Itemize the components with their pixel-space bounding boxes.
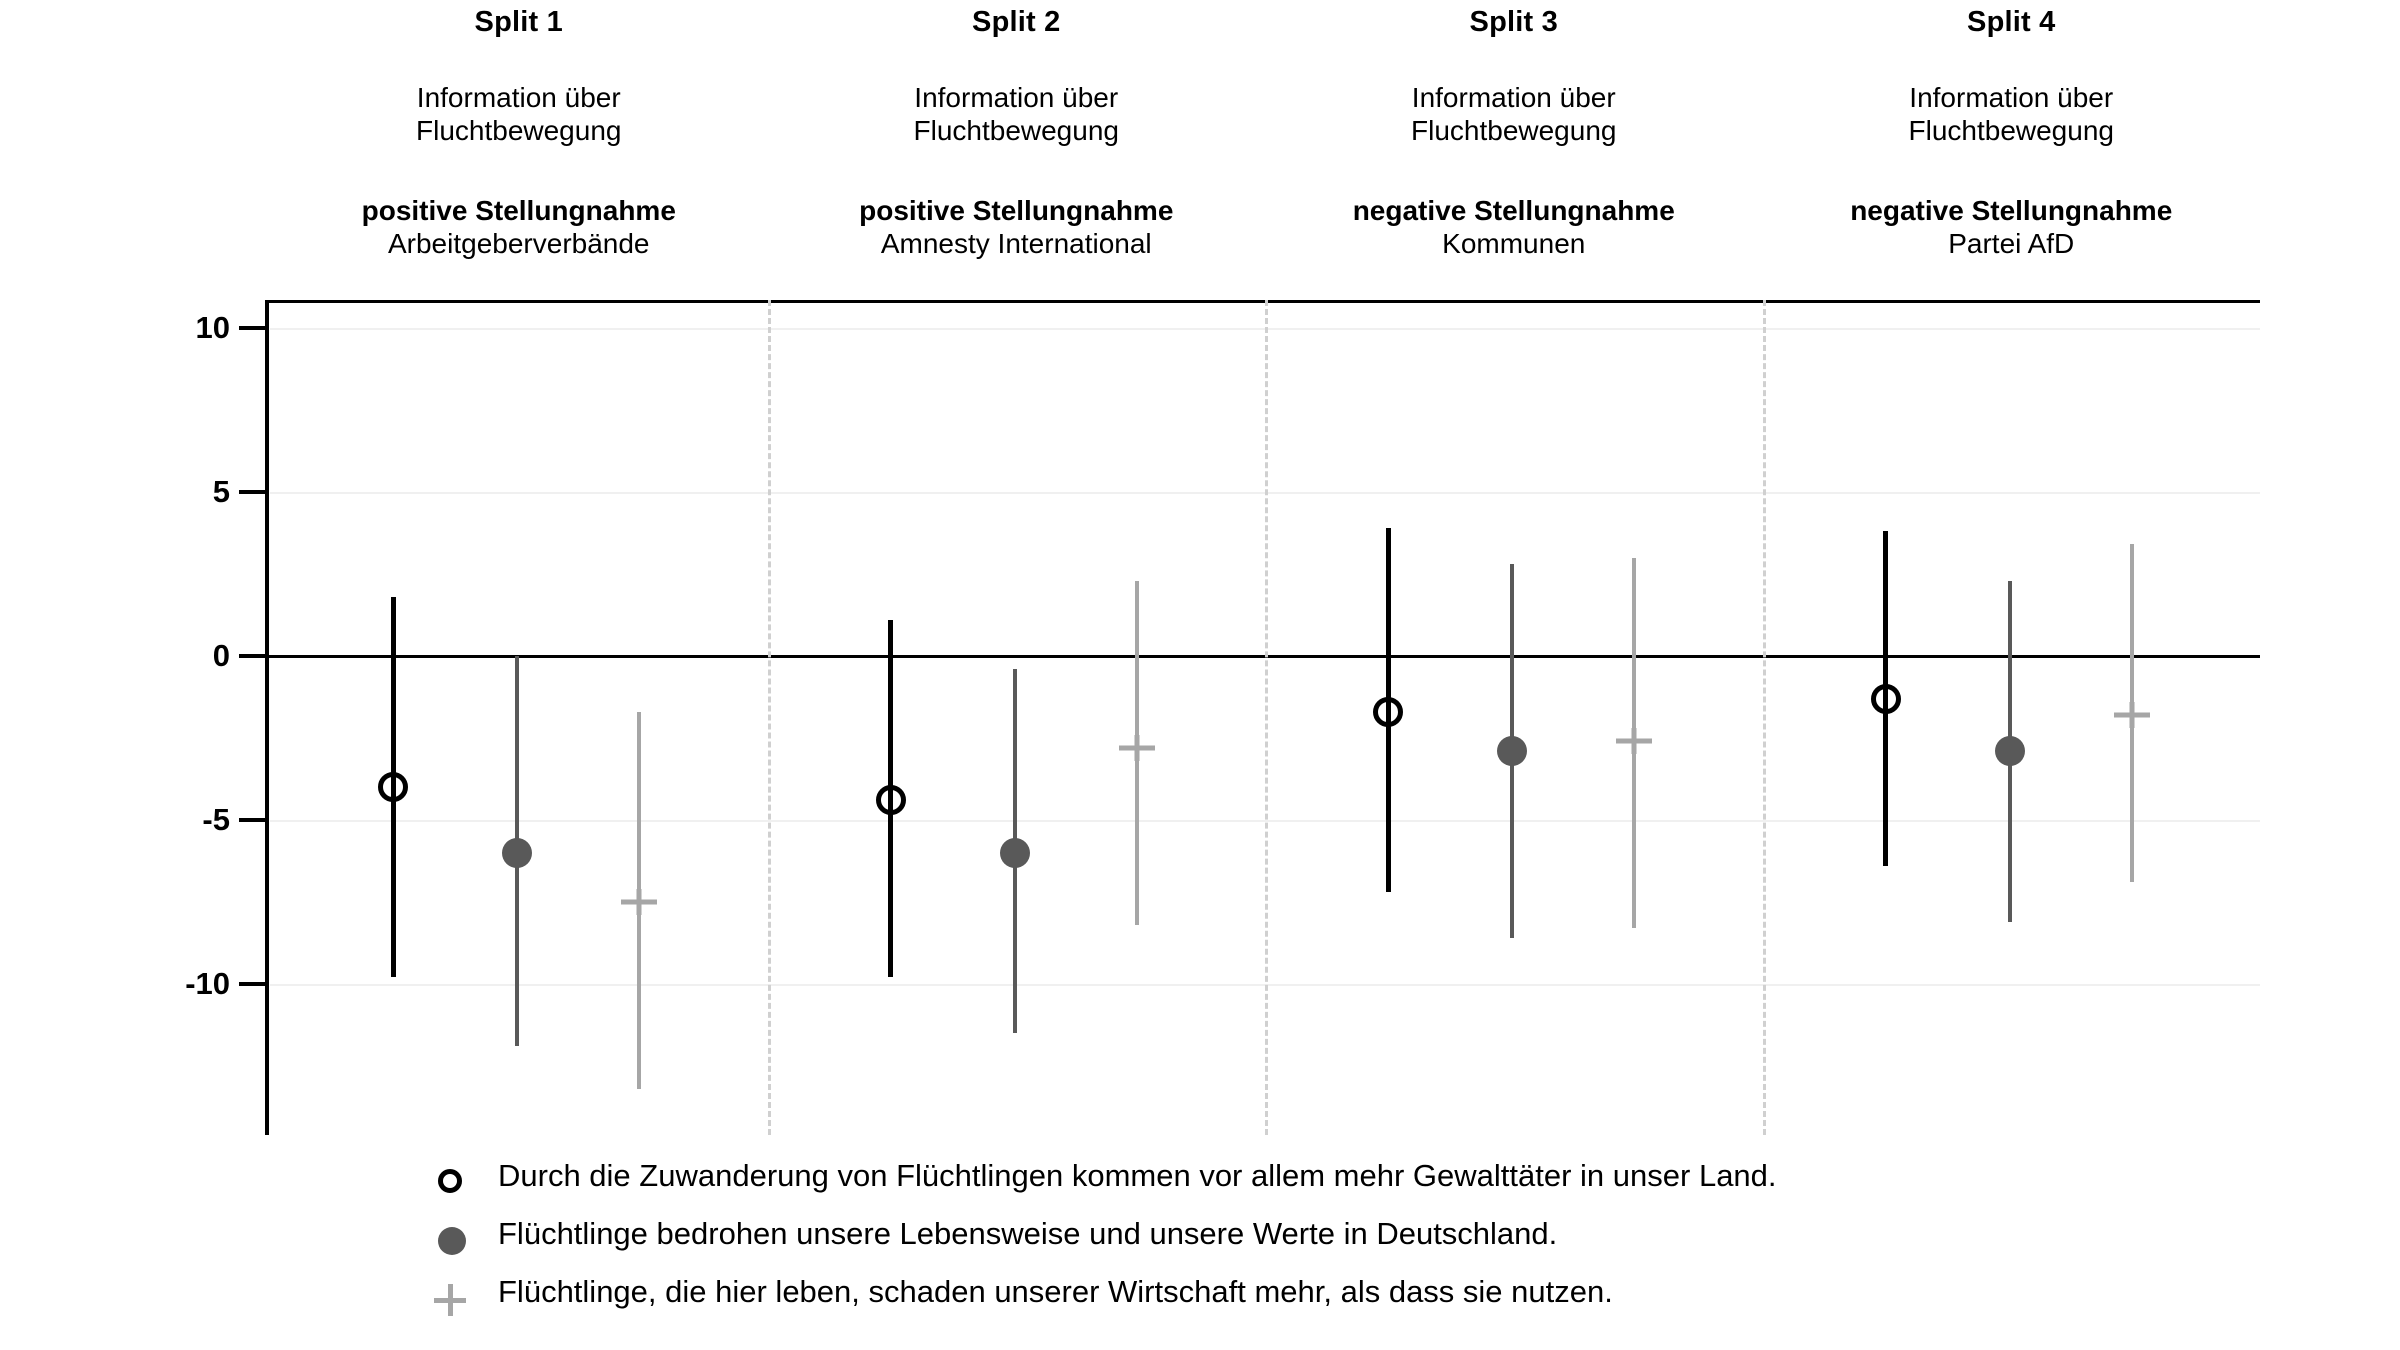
split-title: Split 4 [1967, 6, 2056, 38]
y-tick--10 [239, 982, 265, 986]
point-estimate-plus-icon-stem [1632, 728, 1637, 754]
legend-label: Flüchtlinge, die hier leben, schaden unserer Wirtschaft mehr, als dass sie nutzen. [498, 1274, 1613, 1309]
treatment-stance: negative Stellungnahme [1352, 195, 1675, 227]
y-tick-label-5: 5 [212, 474, 230, 509]
column-header-3 [1254, 0, 1774, 260]
legend-label: Durch die Zuwanderung von Flüchtlingen kommen vor allem mehr Gewalttäter in unser Land. [498, 1158, 1777, 1193]
treatment-stance: positive Stellungnahme [859, 195, 1174, 227]
point-estimate-open-circle-icon [876, 785, 906, 815]
zero-reference-line [265, 655, 2260, 658]
panel-separator-3 [1763, 300, 1766, 1135]
split-title: Split 2 [972, 6, 1061, 38]
legend-item [430, 1160, 2230, 1218]
y-tick-0 [239, 654, 265, 658]
plot-area [185, 300, 2260, 1135]
point-estimate-open-circle-icon [1373, 697, 1403, 727]
y-tick-5 [239, 490, 265, 494]
y-tick-label--10: -10 [185, 966, 230, 1001]
y-tick--5 [239, 818, 265, 822]
treatment-information: Information über Fluchtbewegung [416, 82, 622, 147]
y-tick-10 [239, 326, 265, 330]
legend-label: Flüchtlinge bedrohen unsere Lebensweise und unsere Werte in Deutschland. [498, 1216, 1558, 1251]
treatment-stance: positive Stellungnahme [361, 195, 676, 227]
point-estimate-filled-circle-icon [502, 838, 532, 868]
legend-item [430, 1276, 2230, 1334]
panel-separator-1 [768, 300, 771, 1135]
treatment-actor: Kommunen [1442, 228, 1586, 260]
y-tick-label-0: 0 [212, 638, 230, 673]
chart-legend [430, 1160, 2230, 1334]
legend-item [430, 1218, 2230, 1276]
y-tick-label-10: 10 [195, 310, 230, 345]
filled-circle-icon [438, 1227, 466, 1255]
legend-plus-icon [430, 1276, 476, 1322]
point-estimate-filled-circle-icon [1000, 838, 1030, 868]
point-estimate-plus-icon-stem [637, 889, 642, 915]
treatment-actor: Amnesty International [880, 228, 1152, 260]
point-estimate-open-circle-icon [1871, 684, 1901, 714]
legend-filled-circle-icon [430, 1218, 476, 1264]
column-header-2 [756, 0, 1276, 260]
point-estimate-plus-icon-stem [2129, 702, 2134, 728]
treatment-information: Information über Fluchtbewegung [1908, 82, 2114, 147]
y-axis-line [265, 300, 269, 1135]
plot-top-border [265, 300, 2260, 303]
column-header-1 [259, 0, 779, 260]
treatment-information: Information über Fluchtbewegung [913, 82, 1119, 147]
split-title: Split 1 [474, 6, 563, 38]
open-circle-icon [438, 1169, 462, 1193]
legend-open-circle-icon [430, 1160, 476, 1206]
column-headers [0, 0, 2400, 290]
point-estimate-plus-icon-stem [1134, 735, 1139, 761]
split-title: Split 3 [1469, 6, 1558, 38]
treatment-stance: negative Stellungnahme [1850, 195, 2173, 227]
point-estimate-open-circle-icon [378, 772, 408, 802]
panel-separator-2 [1265, 300, 1268, 1135]
treatment-actor: Partei AfD [1948, 228, 2075, 260]
y-tick-label--5: -5 [202, 802, 230, 837]
treatment-actor: Arbeitgeberverbände [387, 228, 650, 260]
point-estimate-filled-circle-icon [1995, 736, 2025, 766]
point-estimate-filled-circle-icon [1497, 736, 1527, 766]
column-header-4 [1751, 0, 2271, 260]
treatment-information: Information über Fluchtbewegung [1411, 82, 1617, 147]
plus-icon-stem [448, 1284, 453, 1316]
